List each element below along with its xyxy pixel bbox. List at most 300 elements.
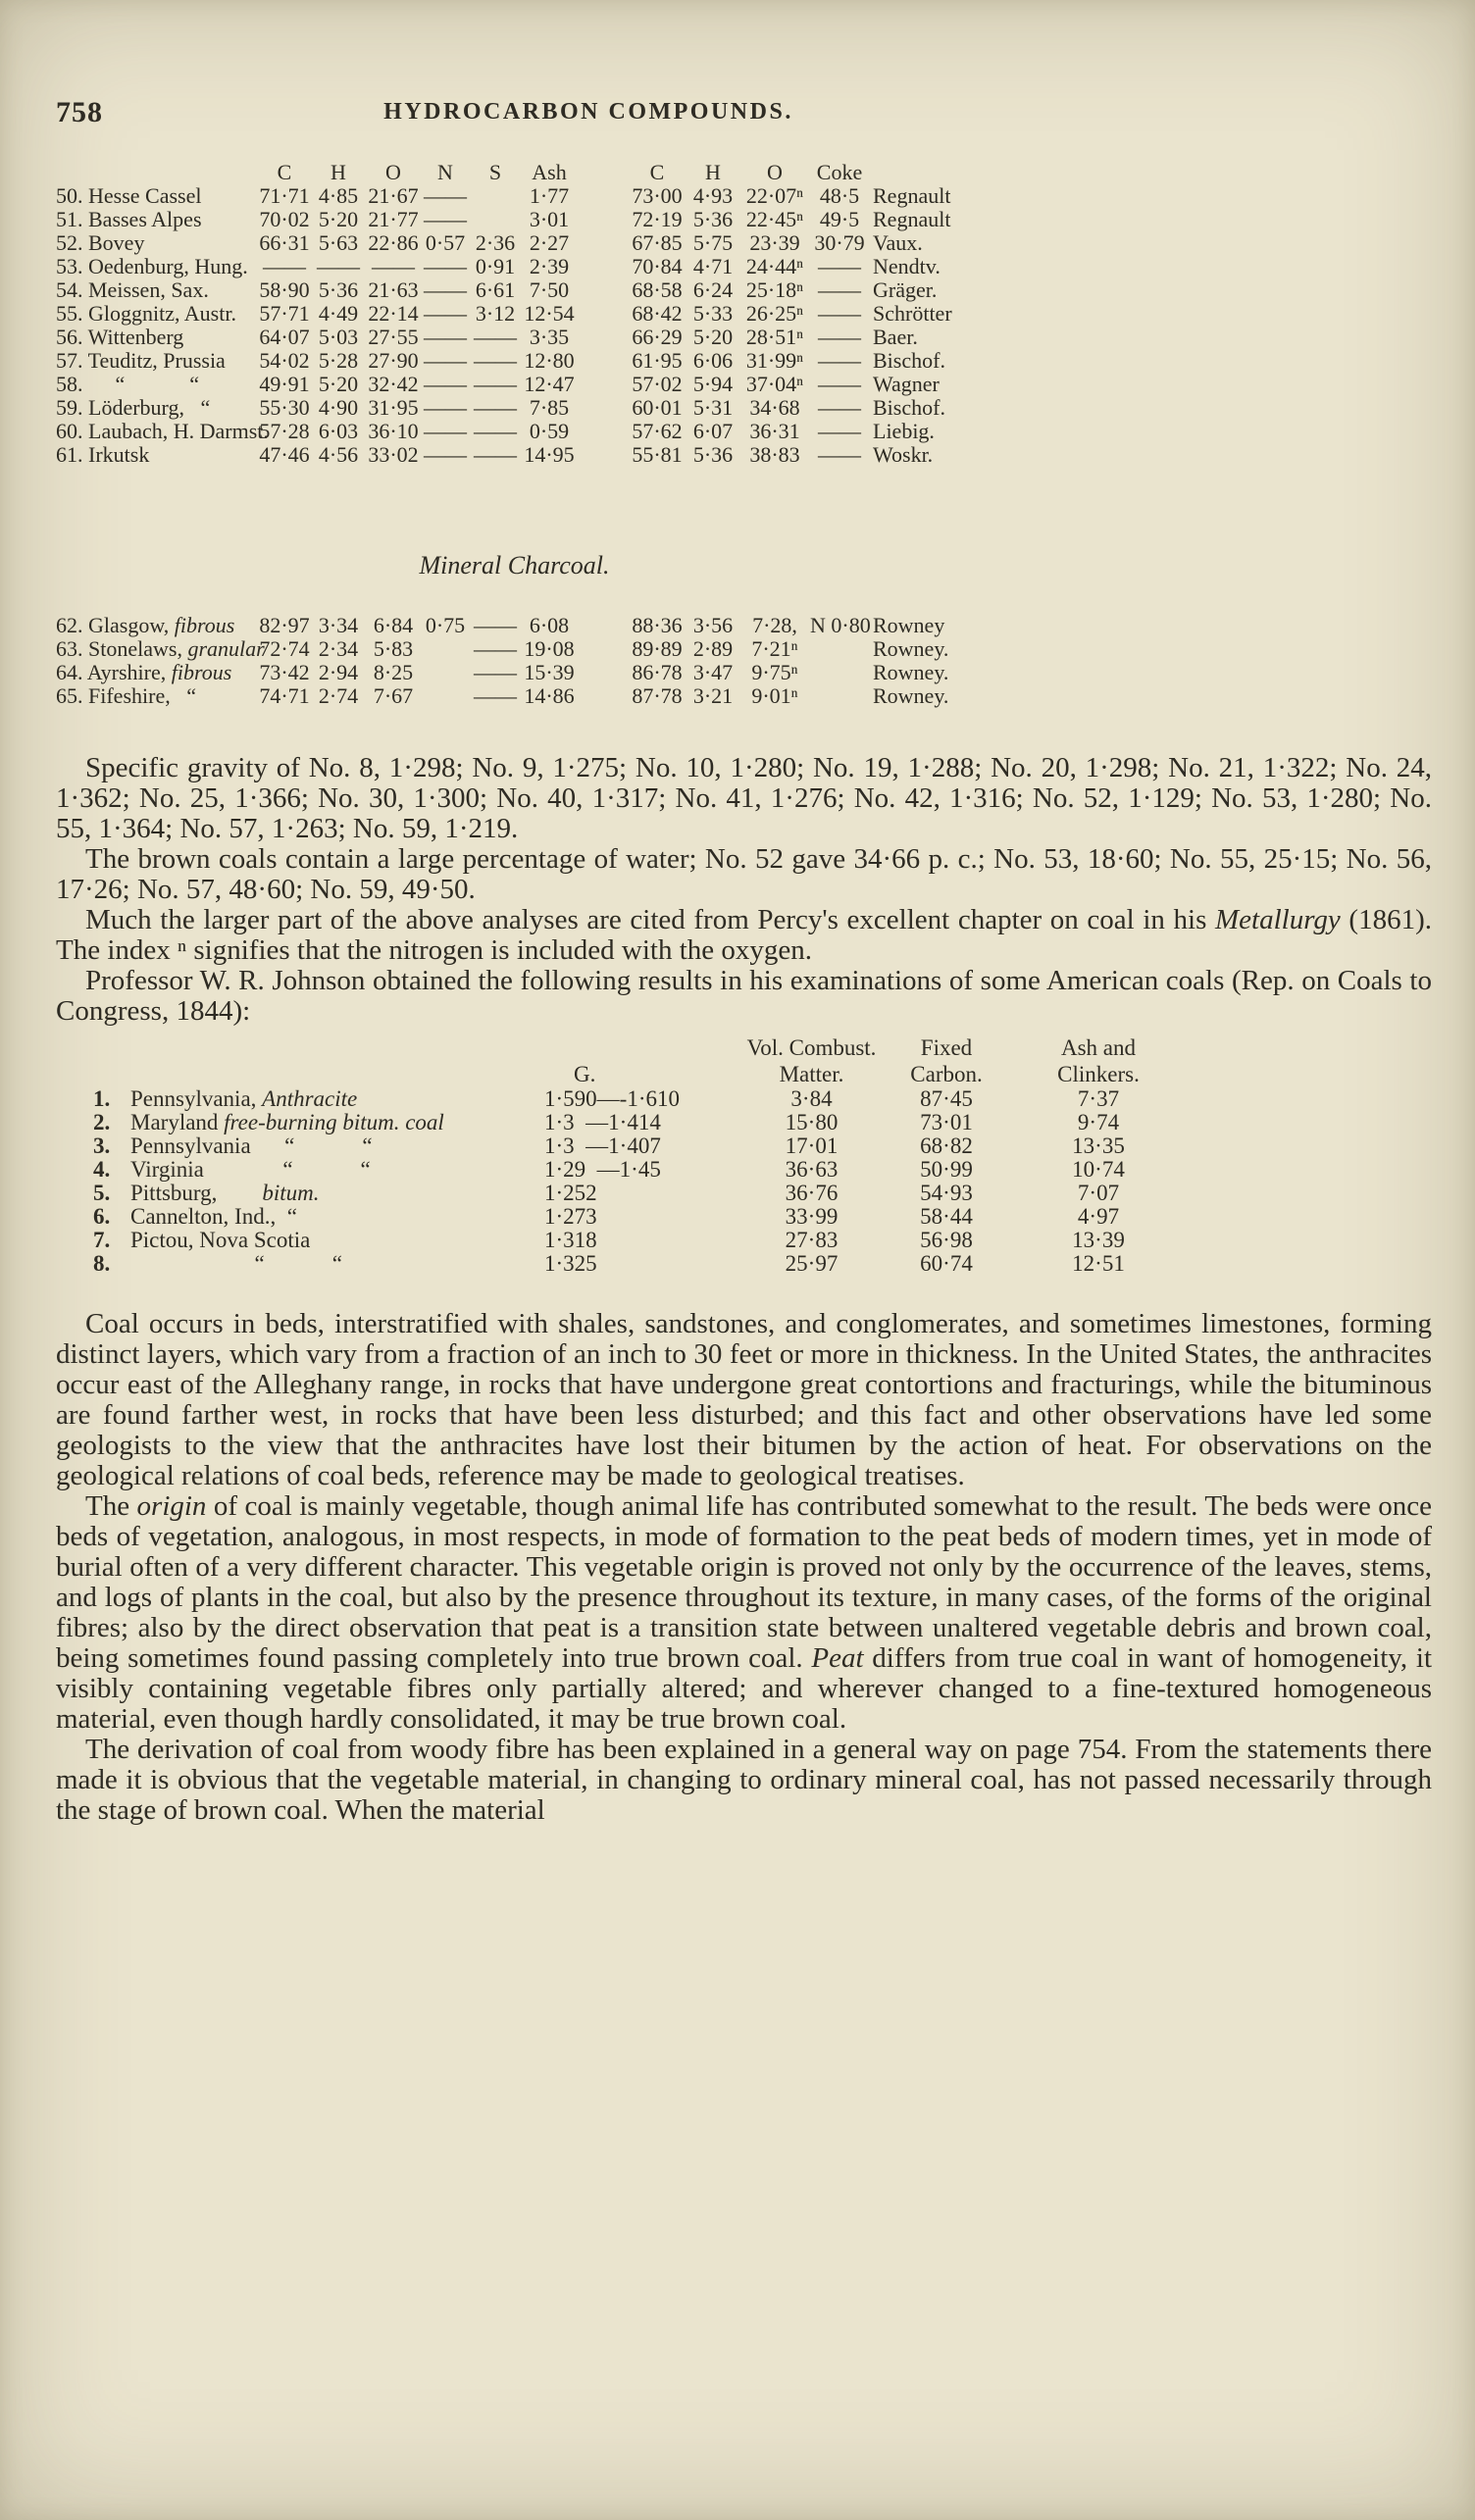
table-header-row — [56, 161, 1026, 184]
table-cell: 26·25ⁿ — [745, 301, 804, 326]
table-cell: 67·85 — [632, 230, 683, 255]
column-header — [93, 1034, 130, 1061]
table-cell: 36·76 — [785, 1181, 839, 1205]
table-cell: 88·36 — [632, 613, 683, 637]
table-cell: 4·97 — [1077, 1204, 1120, 1229]
table-cell: 1·29 —1·45 — [544, 1157, 661, 1182]
table-cell: —— — [424, 395, 467, 420]
table-cell: 59. Löderburg, “ — [56, 395, 211, 420]
column-header: Fixed — [920, 1035, 973, 1060]
table-cell: 36·63 — [785, 1157, 839, 1182]
table-cell: 73·42 — [259, 660, 310, 684]
table-cell: 13·39 — [1072, 1228, 1125, 1252]
table-cell: 62. Glasgow, fibrous — [56, 613, 235, 637]
table-cell: 3·56 — [692, 613, 734, 637]
table-cell: —— — [818, 301, 861, 326]
table-cell: —— — [818, 372, 861, 396]
table-cell: 28·51ⁿ — [745, 325, 804, 349]
table-cell: 3·47 — [692, 660, 734, 684]
table-cell: 21·67 — [368, 183, 419, 208]
chapter-title: HYDROCARBON COMPOUNDS. — [383, 99, 793, 125]
table-cell — [577, 614, 628, 637]
column-header: H — [705, 160, 721, 184]
table-cell: Rowney. — [873, 660, 949, 684]
table-row — [56, 637, 1026, 661]
table-cell: 6·24 — [692, 277, 734, 302]
table-row — [56, 661, 1026, 684]
table-cell: 2. — [93, 1110, 111, 1134]
table-cell: 68·58 — [632, 277, 683, 302]
coal-analyses-rows — [56, 184, 1026, 467]
table-cell: 1·3 —1·414 — [544, 1110, 661, 1134]
table-cell: 1·3 —1·407 — [544, 1134, 661, 1158]
table-cell: 6·03 — [318, 419, 359, 443]
table-cell: —— — [474, 683, 517, 708]
table-cell: —— — [424, 442, 467, 467]
table-cell: 87·45 — [920, 1086, 973, 1111]
table-cell: 12·51 — [1072, 1251, 1125, 1276]
table-cell: 7. — [93, 1228, 111, 1252]
table-cell: 6·08 — [529, 613, 570, 637]
table-row — [56, 349, 1026, 373]
table-cell: Bischof. — [873, 395, 945, 420]
table-cell: 74·71 — [259, 683, 310, 708]
table-row — [93, 1158, 1187, 1182]
table-cell: 1·252 — [544, 1181, 597, 1205]
table-cell: 24·44ⁿ — [745, 254, 804, 278]
table-cell: 48·5 — [819, 183, 860, 208]
table-cell: Rowney — [873, 613, 945, 637]
table-cell: 7·50 — [529, 277, 570, 302]
table-cell: —— — [474, 419, 517, 443]
table-row — [56, 255, 1026, 278]
table-cell: 68·82 — [920, 1134, 973, 1158]
column-header: Clinkers. — [1057, 1062, 1140, 1086]
running-head — [56, 96, 1432, 135]
table-cell: 6·61 — [475, 277, 516, 302]
table-row — [93, 1205, 1187, 1229]
table-cell: 5·36 — [318, 277, 359, 302]
table-row — [56, 373, 1026, 396]
table-cell — [577, 208, 628, 231]
table-cell: 4·85 — [318, 183, 359, 208]
table-cell: 58·90 — [259, 277, 310, 302]
table-cell: 5·36 — [692, 442, 734, 467]
mineral-charcoal-heading: Mineral Charcoal. — [419, 551, 610, 580]
table-cell: 53. Oedenburg, Hung. — [56, 254, 248, 278]
table-cell: —— — [474, 395, 517, 420]
table-cell: —— — [424, 277, 467, 302]
table-cell: 72·74 — [259, 636, 310, 661]
table-cell: 19·08 — [524, 636, 575, 661]
body-text — [56, 1309, 1432, 1826]
table-cell: 55·81 — [632, 442, 683, 467]
table-cell: —— — [424, 183, 467, 208]
column-header: N — [437, 160, 453, 184]
table-cell: 3·21 — [692, 683, 734, 708]
table-cell: 9·75ⁿ — [751, 660, 798, 684]
table-cell: —— — [818, 348, 861, 373]
table-cell: 12·47 — [524, 372, 575, 396]
table-cell: 36·10 — [368, 419, 419, 443]
table-cell: Pittsburg, bitum. — [130, 1181, 320, 1205]
table-cell: 0·91 — [475, 254, 516, 278]
paragraph-origin-of-coal: The origin of coal is mainly vegetable, though animal life has contributed somewhat to the result. The beds were once beds of vegetation, analogous, in most respects, in mode of formation to the peat beds of modern times, yet in mode of burial often of a very different character. This vegetable origin is proved not only by the occurrence of the leaves, stems, and logs of plants in the coal, but also by the presence throughout its texture, in many cases, of the forms of the original fibres; also by the direct observation that peat is a transition state between unaltered vegetable debris and brown coal, being sometimes found passing completely into true brown coal. Peat differs from true coal in want of homogeneity, it visibly containing vegetable fibres only partially altered; and wherever changed to a fine-textured homogeneous material, even though hardly consolidated, it may be true brown coal. — [56, 1490, 1433, 1735]
table-cell: —— — [317, 254, 360, 278]
table-cell: 7·85 — [529, 395, 570, 420]
column-header: H — [331, 160, 346, 184]
table-cell: Gräger. — [873, 277, 938, 302]
coal-analyses-table — [56, 161, 1026, 467]
table-cell: 22·14 — [368, 301, 419, 326]
column-header: C — [649, 160, 665, 184]
column-header: C — [277, 160, 292, 184]
table-cell: Woskr. — [873, 442, 934, 467]
table-cell: 30·79 — [814, 230, 865, 255]
table-cell: 1·590—-1·610 — [544, 1086, 680, 1111]
table-cell: 7·28, — [752, 613, 797, 637]
table-cell: 61. Irkutsk — [56, 442, 150, 467]
american-coals-table — [93, 1034, 1187, 1276]
table-cell: —— — [424, 348, 467, 373]
table-cell — [469, 184, 522, 208]
table-cell: N 0·80 — [810, 613, 871, 637]
table-cell: —— — [474, 442, 517, 467]
table-cell: 2·94 — [318, 660, 359, 684]
table-cell: 56·98 — [920, 1228, 973, 1252]
table-cell: 72·19 — [632, 207, 683, 231]
table-cell — [577, 302, 628, 326]
table-cell: 8. — [93, 1251, 111, 1276]
table-cell: Liebig. — [873, 419, 935, 443]
table-cell: 5·36 — [692, 207, 734, 231]
table-cell: —— — [474, 636, 517, 661]
table-cell: 70·02 — [259, 207, 310, 231]
table-cell: 25·18ⁿ — [745, 277, 804, 302]
paragraph-johnson-intro: Professor W. R. Johnson obtained the following results in his examinations of some American coals (Rep. on Coals to Congress, 1844): — [56, 965, 1432, 1027]
american-coals-rows — [93, 1087, 1187, 1276]
table-cell: 14·95 — [524, 442, 575, 467]
table-cell: 54·02 — [259, 348, 310, 373]
table-cell: 6. — [93, 1204, 111, 1229]
table-row — [56, 278, 1026, 302]
table-cell — [422, 661, 469, 684]
table-row — [93, 1252, 1187, 1276]
paragraph-coal-beds: Coal occurs in beds, interstratified with shales, sandstones, and conglomerates, and sometimes limestones, forming distinct layers, which vary from a fraction of an inch to 30 feet or more in thickness. In the United States, the anthracites occur east of the Alleghany range, in rocks that have undergone great contortions and fracturings, while the bituminous are found farther west, in rocks that have been less disturbed; and this fact and other observations have led some geologists to the view that the anthracites have lost their bitumen by the action of heat. For observations on the geological relations of coal beds, reference may be made to geological treatises. — [56, 1308, 1432, 1491]
table-cell: 12·54 — [524, 301, 575, 326]
table-cell: 3·35 — [529, 325, 570, 349]
table-cell — [577, 326, 628, 349]
table-cell: 5·63 — [318, 230, 359, 255]
table-cell: 82·97 — [259, 613, 310, 637]
column-header: Coke — [816, 160, 863, 184]
table-row — [56, 231, 1026, 255]
table-cell: 86·78 — [632, 660, 683, 684]
table-cell: —— — [818, 325, 861, 349]
table-cell: Pictou, Nova Scotia — [130, 1228, 311, 1252]
table-cell: 47·46 — [259, 442, 310, 467]
table-cell — [577, 420, 628, 443]
column-header: Carbon. — [910, 1062, 983, 1086]
table-cell: 25·97 — [785, 1251, 839, 1276]
table-cell: 5·03 — [318, 325, 359, 349]
column-header: S — [488, 160, 502, 184]
table-cell: 54·93 — [920, 1181, 973, 1205]
table-cell: 4. — [93, 1157, 111, 1182]
paragraph-specific-gravity: Specific gravity of No. 8, 1·298; No. 9, 1·275; No. 10, 1·280; No. 19, 1·288; No. 20, 1·298; No. 21, 1·322; No. 24, 1·362; No. 25, 1·366; No. 30, 1·300; No. 40, 1·317; No. 41, 1·276; No. 42, 1·316; No. 52, 1·129; No. 53, 1·280; No. 55, 1·364; No. 57, 1·263; No. 59, 1·219. — [56, 752, 1432, 844]
table-cell: —— — [424, 301, 467, 326]
table-cell: 7·07 — [1077, 1181, 1120, 1205]
table-row — [93, 1087, 1187, 1111]
table-cell: 21·63 — [368, 277, 419, 302]
table-cell — [577, 231, 628, 255]
table-row — [56, 684, 1026, 708]
table-cell: 6·06 — [692, 348, 734, 373]
table-cell: 32·42 — [368, 372, 419, 396]
table-cell: 89·89 — [632, 636, 683, 661]
table-cell: 5·31 — [692, 395, 734, 420]
table-cell: 2·89 — [692, 636, 734, 661]
column-header: Ash and — [1060, 1035, 1137, 1060]
table-cell: 31·95 — [368, 395, 419, 420]
table-cell: 3·34 — [318, 613, 359, 637]
paragraph-percy-note: Much the larger part of the above analyses are cited from Percy's excellent chapter on coal in his Metallurgy (1861). The index ⁿ signifies that the nitrogen is included with the oxygen. — [56, 904, 1432, 966]
table-cell: 4·49 — [318, 301, 359, 326]
table-cell: 34·68 — [749, 395, 800, 420]
table-cell: 9·01ⁿ — [751, 683, 798, 708]
table-cell: —— — [263, 254, 306, 278]
table-cell: 60·74 — [920, 1251, 973, 1276]
paragraph-brown-coals: The brown coals contain a large percentage of water; No. 52 gave 34·66 p. c.; No. 53, 18·60; No. 55, 25·15; No. 56, 17·26; No. 57, 48·60; No. 59, 49·50. — [56, 843, 1432, 905]
table-cell: 33·99 — [785, 1204, 839, 1229]
table-cell: 65. Fifeshire, “ — [56, 683, 196, 708]
table-cell: —— — [424, 207, 467, 231]
table-cell: Schrötter — [873, 301, 952, 326]
table-cell: 31·99ⁿ — [745, 348, 804, 373]
table-cell: 4·71 — [692, 254, 734, 278]
table-cell: 50. Hesse Cassel — [56, 183, 202, 208]
column-header: O — [385, 160, 401, 184]
table-cell: 60·01 — [632, 395, 683, 420]
table-cell: —— — [474, 613, 517, 637]
table-cell: 66·31 — [259, 230, 310, 255]
table-header-row — [93, 1061, 1187, 1087]
table-cell: 51. Basses Alpes — [56, 207, 202, 231]
table-cell: 38·83 — [749, 442, 800, 467]
table-cell: Baer. — [873, 325, 918, 349]
table-cell: 63. Stonelaws, granular — [56, 636, 265, 661]
table-cell: 17·01 — [785, 1134, 839, 1158]
table-cell: 37·04ⁿ — [745, 372, 804, 396]
table-cell: 68·42 — [632, 301, 683, 326]
table-cell: —— — [424, 325, 467, 349]
table-row — [56, 302, 1026, 326]
table-cell: Rowney. — [873, 636, 949, 661]
table-cell: —— — [818, 442, 861, 467]
table-row — [56, 208, 1026, 231]
table-cell: 3·84 — [790, 1086, 833, 1111]
table-cell: 10·74 — [1072, 1157, 1125, 1182]
mineral-charcoal-rows — [56, 614, 1026, 708]
table-cell: 27·55 — [368, 325, 419, 349]
table-cell: 23·39 — [749, 230, 800, 255]
table-cell: 71·71 — [259, 183, 310, 208]
table-cell: 22·45ⁿ — [745, 207, 804, 231]
table-cell: —— — [818, 277, 861, 302]
table-row — [56, 443, 1026, 467]
table-cell: 7·67 — [373, 683, 414, 708]
table-cell: —— — [424, 419, 467, 443]
page-content — [56, 96, 1432, 1826]
table-cell — [577, 349, 628, 373]
table-cell: 64. Ayrshire, fibrous — [56, 660, 232, 684]
table-cell: 57·02 — [632, 372, 683, 396]
table-cell: 5. — [93, 1181, 111, 1205]
table-cell: Maryland free-burning bitum. coal — [130, 1110, 444, 1134]
table-cell: 54. Meissen, Sax. — [56, 277, 209, 302]
column-header — [577, 161, 628, 184]
table-cell: —— — [424, 372, 467, 396]
table-cell: 1. — [93, 1086, 111, 1111]
table-cell: 5·94 — [692, 372, 734, 396]
table-cell: 56. Wittenberg — [56, 325, 184, 349]
table-cell: 27·83 — [785, 1228, 839, 1252]
table-cell: Pennsylvania, Anthracite — [130, 1086, 358, 1111]
table-cell — [577, 637, 628, 661]
table-cell — [422, 637, 469, 661]
table-cell — [577, 278, 628, 302]
table-cell: Virginia “ “ — [130, 1157, 371, 1182]
column-header: Matter. — [779, 1062, 844, 1086]
table-cell: 57·62 — [632, 419, 683, 443]
table-cell: —— — [474, 660, 517, 684]
table-cell: Regnault — [873, 183, 951, 208]
table-cell: 6·07 — [692, 419, 734, 443]
table-cell: 5·20 — [318, 372, 359, 396]
table-cell: 8·25 — [373, 660, 414, 684]
table-cell: 70·84 — [632, 254, 683, 278]
table-cell: 3·12 — [475, 301, 516, 326]
table-cell: 5·75 — [692, 230, 734, 255]
table-cell: 4·93 — [692, 183, 734, 208]
table-cell: 73·01 — [920, 1110, 973, 1134]
table-cell: —— — [372, 254, 415, 278]
table-cell: 1·325 — [544, 1251, 597, 1276]
table-cell: —— — [474, 348, 517, 373]
table-cell: 5·20 — [692, 325, 734, 349]
table-cell: 5·83 — [373, 636, 414, 661]
table-cell: 1·273 — [544, 1204, 597, 1229]
column-header: Vol. Combust. — [746, 1035, 877, 1060]
table-cell: 64·07 — [259, 325, 310, 349]
notes-block — [56, 753, 1432, 1027]
column-header: G. — [574, 1062, 596, 1086]
column-header — [544, 1034, 740, 1061]
table-cell: 5·20 — [318, 207, 359, 231]
table-cell: 27·90 — [368, 348, 419, 373]
table-cell: 22·86 — [368, 230, 419, 255]
table-cell: 36·31 — [749, 419, 800, 443]
table-cell — [469, 208, 522, 231]
table-cell: —— — [818, 419, 861, 443]
column-header — [56, 161, 257, 184]
table-cell — [422, 684, 469, 708]
table-cell: 6·84 — [373, 613, 414, 637]
table-cell: 2·34 — [318, 636, 359, 661]
column-header — [93, 1061, 130, 1087]
table-cell: —— — [818, 254, 861, 278]
table-cell: Wagner — [873, 372, 940, 396]
table-cell: 13·35 — [1072, 1134, 1125, 1158]
table-cell: 49·5 — [819, 207, 860, 231]
table-cell: 58. “ “ — [56, 372, 200, 396]
table-cell: 4·56 — [318, 442, 359, 467]
column-header: O — [767, 160, 783, 184]
column-header: Ash — [532, 160, 567, 184]
table-cell: 66·29 — [632, 325, 683, 349]
table-cell: 5·28 — [318, 348, 359, 373]
table-cell: 7·37 — [1077, 1086, 1120, 1111]
table-row — [56, 184, 1026, 208]
table-cell: 2·36 — [475, 230, 516, 255]
table-cell: 3·01 — [529, 207, 570, 231]
table-header-row — [93, 1034, 1187, 1061]
table-row — [56, 614, 1026, 637]
table-cell: 15·80 — [785, 1110, 839, 1134]
table-cell: 57. Teuditz, Prussia — [56, 348, 226, 373]
table-cell: Bischof. — [873, 348, 945, 373]
table-cell: 12·80 — [524, 348, 575, 373]
table-cell — [577, 684, 628, 708]
page-number: 758 — [56, 96, 103, 128]
table-cell — [577, 255, 628, 278]
table-cell: Rowney. — [873, 683, 949, 708]
table-cell: 61·95 — [632, 348, 683, 373]
table-cell: “ “ — [130, 1251, 342, 1276]
table-cell — [810, 637, 869, 661]
table-cell: 14·86 — [524, 683, 575, 708]
table-cell: 2·74 — [318, 683, 359, 708]
table-cell: 0·59 — [529, 419, 570, 443]
paragraph-derivation: The derivation of coal from woody fibre has been explained in a general way on page 754. From the statements there made it is obvious that the vegetable material, in changing to ordinary mineral coal, has not passed necessarily through the stage of brown coal. When the material — [56, 1734, 1432, 1826]
table-cell: 9·74 — [1077, 1110, 1120, 1134]
table-cell: 87·78 — [632, 683, 683, 708]
table-cell: 3. — [93, 1134, 111, 1158]
table-cell: 57·28 — [259, 419, 310, 443]
table-row — [56, 326, 1026, 349]
table-row — [93, 1111, 1187, 1134]
table-cell: 49·91 — [259, 372, 310, 396]
table-cell: —— — [818, 395, 861, 420]
table-cell: 15·39 — [524, 660, 575, 684]
mineral-charcoal-table — [56, 614, 1026, 708]
table-cell: 58·44 — [920, 1204, 973, 1229]
table-cell: 55. Gloggnitz, Austr. — [56, 301, 236, 326]
table-cell — [810, 661, 869, 684]
table-cell: 5·33 — [692, 301, 734, 326]
table-cell — [577, 184, 628, 208]
table-cell — [810, 684, 869, 708]
table-cell: 33·02 — [368, 442, 419, 467]
table-cell: 0·75 — [425, 613, 466, 637]
table-cell: 2·39 — [529, 254, 570, 278]
table-cell: —— — [474, 325, 517, 349]
table-cell: 73·00 — [632, 183, 683, 208]
table-cell: 1·318 — [544, 1228, 597, 1252]
table-cell: —— — [474, 372, 517, 396]
table-cell: 4·90 — [318, 395, 359, 420]
column-header — [130, 1061, 544, 1087]
